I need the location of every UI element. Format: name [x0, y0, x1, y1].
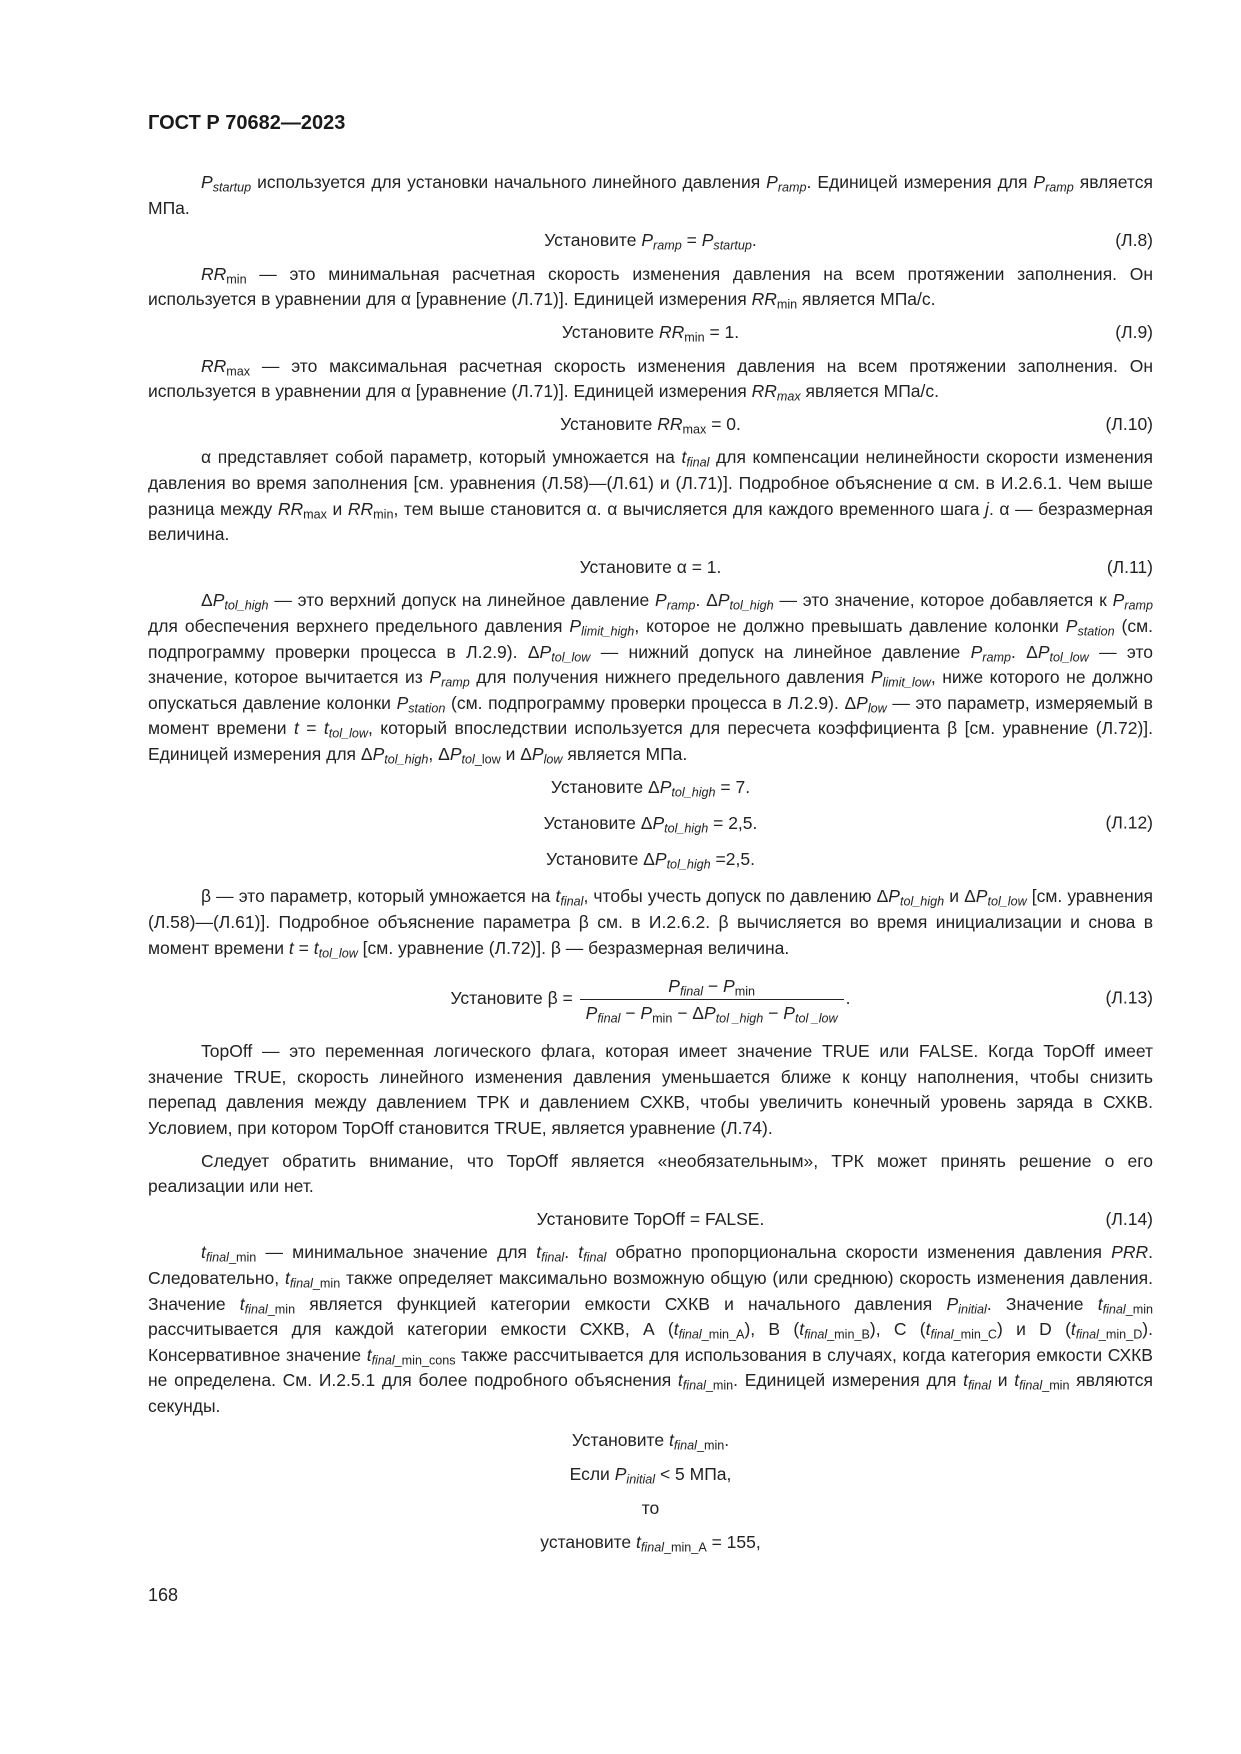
beta-fraction: $\frac{P_{final} - P_{min}}{P_{final} - P_{min} - \Delta P_{tol \_high} - P_{tol \_low}}$ — [580, 975, 844, 1024]
page-number: 168 — [148, 1585, 179, 1605]
equation-number: (Л.9) — [1115, 321, 1153, 342]
document-header: ГОСТ Р 70682—2023 — [148, 112, 346, 134]
paragraph-beta: β — это параметр, который умножается на $t_{final}$, чтобы учесть допуск по давлению $\Delta P_{tol\_high}$ и $\Delta P_{tol\_low}$ [см. уравнения (Л.58)—(Л.61)]. Подробное объяснение параметра β см. в И.2.6.2. β вычисляется во время инициализации и снова в момент времени $t = t_{tol\_low}$ [см. уравнение (Л.72)]. β — безразмерная величина. — [148, 886, 1153, 961]
condition-then: то — [641, 1497, 660, 1518]
equation-number: (Л.13) — [1105, 987, 1153, 1008]
equation-l10: Установите $RR_{max} = 0$. (Л.10) — [560, 413, 1153, 437]
equation-number: (Л.14) — [1105, 1208, 1153, 1229]
paragraph-alpha: α представляет собой параметр, который умножается на $t_{final}$ для компенсации нелинейности скорости изменения давления во время заполнения [см. уравнения (Л.58)—(Л.61) и (Л.71)]. Подробное объяснение α см. в И.2.6.1. Чем выше разница между $RR_{max}$ и $RR_{min}$, тем выше становится α. α вычисляется для каждого временного шага j. α — безразмерная величина. — [148, 447, 1153, 545]
equation-l9: Установите $RR_{min} = 1$. (Л.9) — [561, 321, 1153, 345]
condition-assign: установите $t_{final\_min\_A} = 155$, — [540, 1531, 761, 1555]
paragraph-p-startup: $P_{startup}$ используется для установки начального линейного давления $P_{ramp}$. Единицей измерения для $P_{ramp}$ является МПа. — [148, 172, 1153, 218]
equation-l12: Установите $\Delta P_{tol\_high} = 7$. Установите $\Delta P_{tol\_high} = 2,5$. Установите $\Delta P_{tol\_high} =2,5$. (Л.12) — [543, 777, 1153, 872]
equation-number: (Л.8) — [1115, 230, 1153, 251]
equation-l14: Установите TopOff = FALSE. (Л.14) — [148, 1207, 1153, 1233]
paragraph-delta-p-tol: $\Delta P_{tol\_high}$ — это верхний допуск на линейное давление $P_{ramp}$. $\Delta P_{tol\_high}$ — это значение, которое добавляется к $P_{ramp}$ для обеспечения верхнего предельного давления $P_{limit\_high}$, которое не должно превышать давление колонки $P_{station}$ (см. подпрограмму проверки процесса в Л.2.9). $\Delta P_{tol\_low}$ — нижний допуск на линейное давление $P_{ramp}$. $\Delta P_{tol\_low}$ — это значение, которое вычитается из $P_{ramp}$ для получения нижнего предельного давления $P_{limit\_low}$, ниже которого не должно опускаться давление колонки $P_{station}$ (см. подпрограмму проверки процесса в Л.2.9). $\Delta P_{low}$ — это параметр, измеряемый в момент времени $t = t_{tol\_low}$, который впоследствии используется для пересчета коэффициента β [см. уравнение (Л.72)]. Единицей измерения для $\Delta P_{tol\_high}$, $\Delta P_{tol\_low}$ и $\Delta P_{low}$ является МПа. — [148, 590, 1153, 767]
equation-number: (Л.12) — [1105, 812, 1153, 833]
equation-l13: Установите β = $\frac{P_{final} - P_{min}}{P_{final} - P_{min} - \Delta P_{tol \_high} - P_{tol \_low}}$ . (Л.13) — [450, 976, 1153, 1026]
condition-set-t-final-min: Установите $t_{final\_min}$. — [571, 1429, 730, 1453]
paragraph-t-final-min: $t_{final\_min}$ — минимальное значение для $t_{final}$. $t_{final}$ обратно пропорциональна скорости изменения давления PRR. Следовательно, $t_{final\_min}$ также определяет максимально возможную общую (или среднюю) скорость изменения давления. Значение $t_{final\_min}$ является функцией категории емкости СХКВ и начального давления $P_{initial}$. Значение $t_{final\_min}$ рассчитывается для каждой категории емкости СХКВ, А $(t_{final\_min\_A})$, В $(t_{final\_min\_B})$, С $(t_{final\_min\_C})$ и D $(t_{final\_min\_D})$. Консервативное значение $t_{final\_min\_cons}$ также рассчитывается для использования в случаях, когда категория емкости СХКВ не определена. См. И.2.5.1 для более подробного объяснения $t_{final\_min}$. Единицей измерения для $t_{final}$ и $t_{final\_min}$ являются секунды. — [148, 1242, 1154, 1416]
paragraph-rr-min: $RR_{min}$ — это минимальная расчетная скорость изменения давления на всем протяжении заполнения. Он используется в уравнении для α [уравнение (Л.71)]. Единицей измерения $RR_{min}$ является МПа/с. — [148, 263, 1153, 312]
paragraph-topoff-optional: Следует обратить внимание, что TopOff является «необязательным», ТРК может принять решение о его реализации или нет. — [148, 1150, 1153, 1197]
paragraph-rr-max: $RR_{max}$ — это максимальная расчетная скорость изменения давления на всем протяжении заполнения. Он используется в уравнении для α [уравнение (Л.71)]. Единицей измерения $RR_{max}$ является МПа/с. — [148, 355, 1153, 404]
page-content — [148, 170, 1153, 1564]
equation-l11: Установите α = 1. (Л.11) — [148, 555, 1153, 581]
equation-l8: Установите $P_{ramp} = P_{startup}$. (Л.8) — [544, 230, 1153, 253]
equation-number: (Л.11) — [1106, 556, 1153, 577]
paragraph-topoff: TopOff — это переменная логического флага, которая имеет значение TRUE или FALSE. Когда TopOff имеет значение TRUE, скорость линейного изменения давления уменьшается ближе к концу наполнения, чтобы снизить перепад давления между давлением ТРК и давлением СХКВ, чтобы увеличить конечный уровень заряда в СХКВ. Условием, при котором TopOff становится TRUE, является уравнение (Л.74). — [148, 1041, 1153, 1139]
condition-if: Если $P_{initial} < 5$ МПа, — [569, 1463, 732, 1487]
equation-number: (Л.10) — [1105, 413, 1153, 434]
